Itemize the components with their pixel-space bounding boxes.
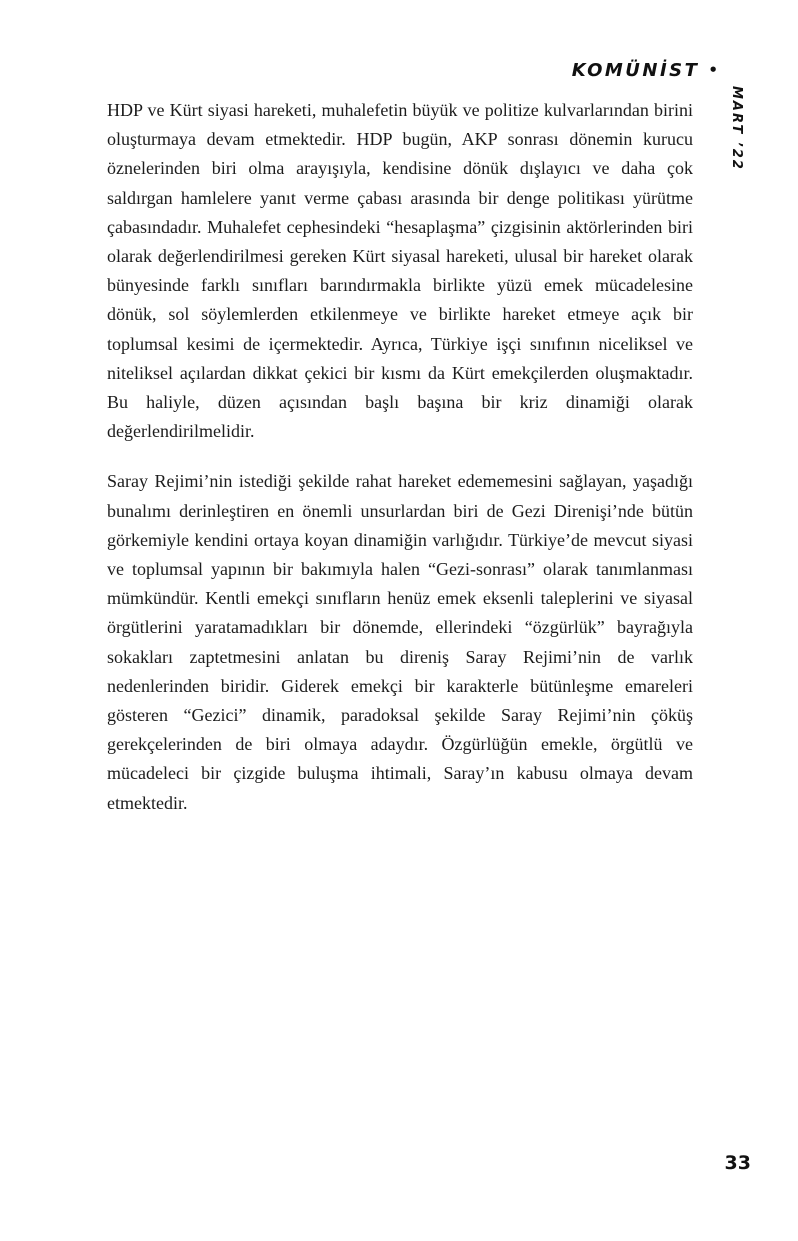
masthead — [572, 60, 718, 81]
article-paragraph: Saray Rejimi’nin istediği şekilde rahat hareket edememesini sağlayan, yaşadığı bunalımı derinleştiren en önemli unsurlardan biri de Gezi Direnişi’nde bütün görkemiyle kendini ortaya koyan dinamiğin varlığıdır. Türkiye’de mevcut siyasi ve toplumsal yapının bir bakımıyla halen “Gezi-sonrası” olarak tanımlanması mümkündür. Kentli emekçi sınıfların henüz emek eksenli taleplerini ve siyasal örgütlerini yaratamadıkları bir dönemde, ellerindeki “özgürlük” bayrağıyla sokakları zaptetmesini anlatan bu direniş Saray Rejimi’nin de varlık nedenlerinden biridir. Giderek emekçi bir karakterle bütünleşme emareleri gösteren “Gezici” dinamik, paradoksal şekilde Saray Rejimi’nin çöküş gerekçelerinden de biri olmaya adaydır. Özgürlüğün emekle, örgütlü ve mücadeleci bir çizgide buluşma ihtimali, Saray’ın kabusu olmaya devam etmektedir. — [107, 471, 693, 813]
issue-date-label: MART ’22 — [729, 86, 744, 171]
article-paragraph: HDP ve Kürt siyasi hareketi, muhalefetin büyük ve politize kulvarlarından birini oluşturmaya devam etmektedir. HDP bugün, AKP sonrası dönemin kurucu öznelerinden biri olma arayışıyla, kendisine dönük dışlayıcı ve daha çok saldırgan hamlelere yanıt verme çabası arasında bir denge politikası yürütme çabasındadır. Muhalefet cephesindeki “hesaplaşma” çizgisinin aktörlerinden biri olarak değerlendirilmesi gereken Kürt siyasal hareketi, ulusal bir hareket olarak bünyesinde farklı sınıfları barındırmakla birlikte yüzü emek mücadelesine dönük, sol söylemlerden etkilenmeye ve birlikte hareket etmeye açık bir toplumsal kesimi de içermektedir. Ayrıca, Türkiye işçi sınıfının niceliksel ve niteliksel açılardan dikkat çekici bir kısmı da Kürt emekçilerden oluşmaktadır. Bu haliyle, düzen açısından başlı başına bir kriz dinamiği olarak değerlendirilmelidir. — [107, 100, 693, 442]
masthead-bullet-icon: • — [708, 61, 718, 79]
magazine-title: KOMÜNİST — [571, 60, 700, 81]
article-body — [107, 96, 693, 818]
page-number: 33 — [724, 1152, 751, 1174]
